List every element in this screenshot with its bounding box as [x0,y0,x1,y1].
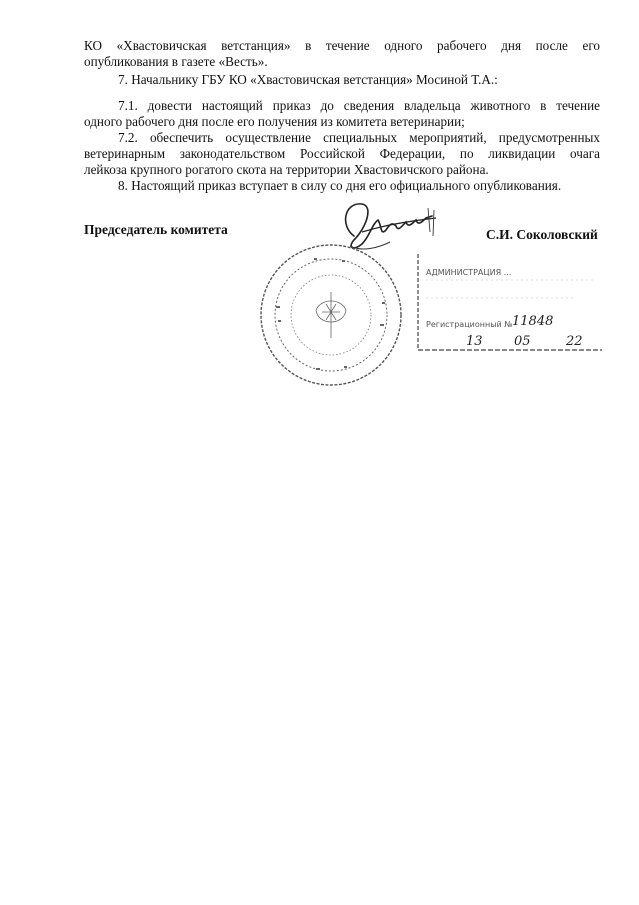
registration-stamp-header: АДМИНИСТРАЦИЯ ... [426,268,512,277]
registration-date-day: 13 [466,334,483,349]
official-seal-stamp [256,240,406,390]
registration-stamp [416,250,606,355]
paragraph-8: 8. Настоящий приказ вступает в силу со дня его официального опубликования. [118,178,562,193]
paragraph-7-2: 7.2. обеспечить осуществление специальных мероприятий, предусмотренных [118,130,600,145]
registration-number: 11848 [512,314,554,329]
signatory-title: Председатель комитета [84,222,228,237]
text-line: одного рабочего дня после его получения из комитета ветеринарии; [84,114,465,129]
text-line: КО «Хвастовичская ветстанция» в течение одного рабочего дня после его [84,38,600,53]
text-line: ветеринарным законодательством Российской Федерации, по ликвидации очага [84,146,600,161]
signatory-name: С.И. Соколовский [486,227,598,242]
registration-date-year: 22 [566,334,583,349]
registration-date-month: 05 [514,334,531,349]
registration-number-label: Регистрационный № [426,320,513,329]
text-line: опубликования в газете «Весть». [84,54,268,69]
paragraph-7-1: 7.1. довести настоящий приказ до сведения владельца животного в течение [118,98,600,113]
paragraph-7: 7. Начальнику ГБУ КО «Хвастовичская ветстанция» Мосиной Т.А.: [118,72,498,87]
text-line: лейкоза крупного рогатого скота на территории Хвастовичского района. [84,162,489,177]
